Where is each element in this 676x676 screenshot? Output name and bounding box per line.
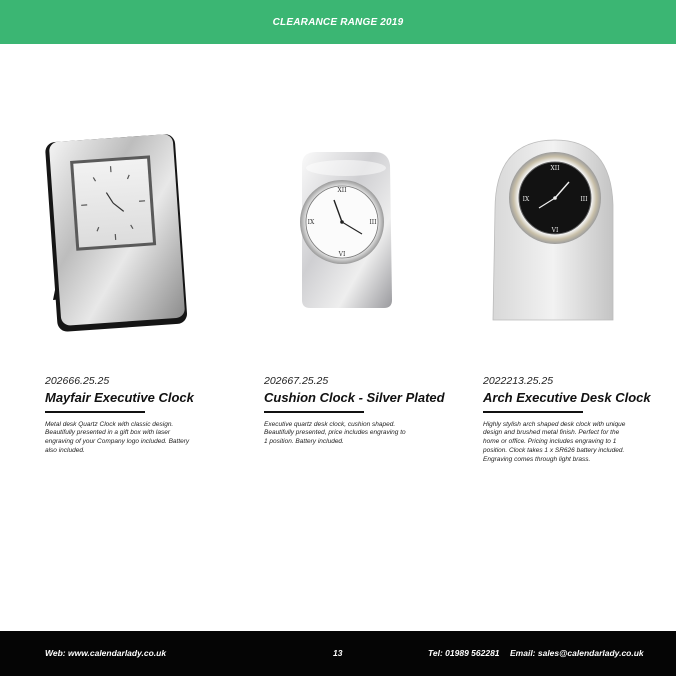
- product-description: Metal desk Quartz Clock with classic design. Beautifully presented in a gift box with laser engraving of your Company logo included. Battery also included.: [45, 420, 190, 454]
- product-image-arch-clock: [473, 120, 663, 335]
- svg-text:VI: VI: [551, 227, 559, 234]
- product-name: Cushion Clock - Silver Plated: [264, 390, 445, 405]
- footer-web-link[interactable]: Web: www.calendarlady.co.uk: [45, 648, 167, 658]
- product-image-mayfair-clock: [35, 120, 225, 335]
- product-description: Executive quartz desk clock, cushion shaped. Beautifully presented, price includes engraving to 1 position. Battery included.: [264, 420, 406, 446]
- svg-text:III: III: [580, 196, 588, 203]
- product-image-cushion-clock: [274, 120, 464, 335]
- product-code: 202666.25.25: [45, 375, 110, 387]
- header-bar: [0, 0, 676, 44]
- footer-telephone: Tel: 01989 562281: [428, 648, 500, 658]
- product-description: Highly stylish arch shaped desk clock with unique design and brushed metal finish. Perfect for the home or office. Pricing includes engraving to 1 position. Clock takes 1 x SR626 battery included. Engraving comes through light brass.: [483, 420, 626, 463]
- svg-text:VI: VI: [338, 251, 346, 258]
- product-name: Arch Executive Desk Clock: [483, 390, 651, 405]
- svg-text:IX: IX: [307, 219, 315, 226]
- svg-text:III: III: [369, 219, 377, 226]
- product-code: 2022213.25.25: [483, 375, 554, 387]
- product-text-cushion: [264, 375, 454, 447]
- svg-text:XII: XII: [337, 187, 347, 194]
- divider: [483, 411, 583, 413]
- svg-text:XII: XII: [550, 165, 560, 172]
- product-name: Mayfair Executive Clock: [45, 390, 194, 405]
- page-number: 13: [333, 648, 343, 658]
- product-text-mayfair: [45, 375, 235, 456]
- footer-bar: [0, 631, 676, 676]
- footer-email-link[interactable]: Email: sales@calendarlady.co.uk: [510, 648, 644, 658]
- product-code: 202667.25.25: [264, 375, 329, 387]
- divider: [45, 411, 145, 413]
- svg-text:IX: IX: [522, 196, 530, 203]
- divider: [264, 411, 364, 413]
- product-text-arch: [483, 375, 673, 464]
- header-title: CLEARANCE RANGE 2019: [272, 16, 404, 28]
